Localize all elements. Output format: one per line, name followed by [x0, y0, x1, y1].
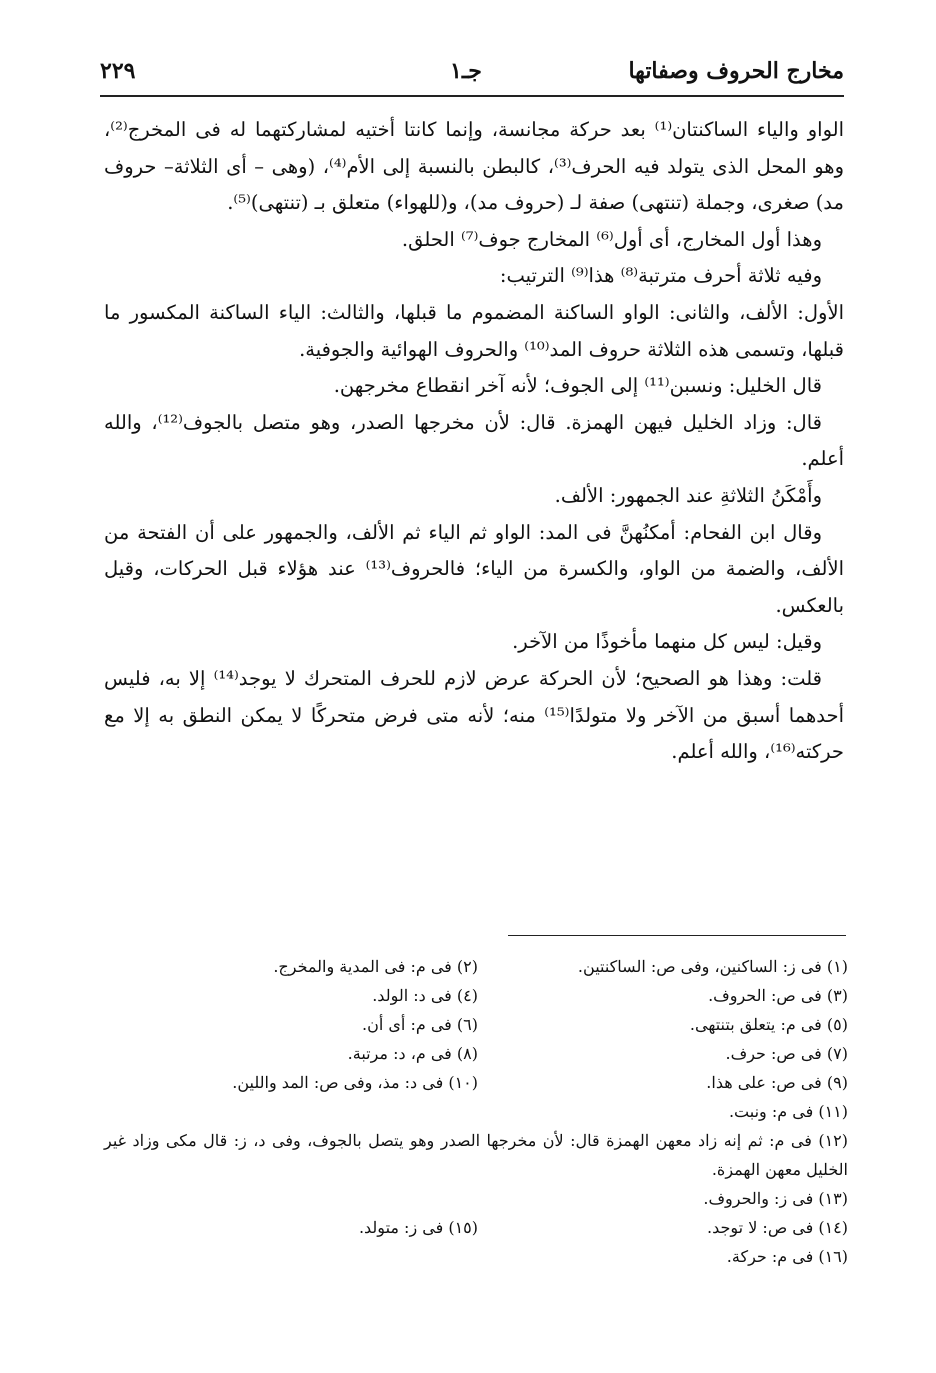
paragraph: قلت: وهذا هو الصحيح؛ لأن الحركة عرض لازم للحرف المتحرك لا يوجد⁽¹⁴⁾ إلا به، فليس أحدهما أسبق من الآخر ولا متولدًا⁽¹⁵⁾ منه؛ لأنه متى فرض متحركًا لا يمكن النطق به إلا مع حركته⁽¹⁶⁾، والله أعلم.	[104, 666, 844, 764]
footnote-row	[104, 1010, 848, 1039]
paragraph: وأَمْكَنُ الثلاثةِ عند الجمهور: الألف.	[554, 483, 822, 507]
footnote: (٤) فى د: الولد.	[372, 986, 478, 1005]
main-text	[104, 112, 844, 771]
header-rule	[100, 95, 844, 97]
footnote: (٧) فى ص: حرف.	[725, 1044, 848, 1063]
footnote: (١٦) فى م: حركة.	[726, 1247, 848, 1266]
paragraph: وفيه ثلاثة أحرف مترتبة⁽⁸⁾ هذا⁽⁹⁾ الترتيب:	[499, 264, 822, 288]
footnote: (١٥) فى ز: متولد.	[358, 1218, 478, 1237]
footnote-row	[104, 1184, 848, 1213]
paragraph: الأول: الألف، والثانى: الواو الساكنة المضموم ما قبلها، والثالث: الياء الساكنة المكسور ما قبلها، وتسمى هذه الثلاثة حروف المد⁽¹⁰⁾ والحروف الهوائية والجوفية.	[104, 300, 844, 361]
page-number: ٢٢٩	[100, 58, 136, 84]
footnote-rule	[508, 935, 846, 936]
footnote: (١١) فى م: ونبت.	[728, 1102, 848, 1121]
chapter-title: مخارج الحروف وصفاتها	[628, 58, 844, 84]
footnote-row	[104, 1213, 848, 1242]
footnote-row	[104, 1097, 848, 1126]
footnote: (١) فى ز: الساكنين، وفى ص: الساكنتين.	[577, 957, 848, 976]
paragraph: قال: وزاد الخليل فيهن الهمزة. قال: لأن مخرجها الصدر، وهو متصل بالجوف⁽¹²⁾، والله أعلم.	[104, 410, 844, 471]
footnote-row	[104, 1039, 848, 1068]
paragraph: وقال ابن الفحام: أمكنُهنَّ فى المد: الواو ثم الياء ثم الألف، والجمهور على أن الفتحة من الألف، والضمة من الواو، والكسرة من الياء؛ فالحروف⁽¹³⁾ عند هؤلاء قبل الحركات، وقيل بالعكس.	[104, 520, 844, 617]
footnote: (١٣) فى ز: والحروف.	[703, 1189, 848, 1208]
footnote: (٨) فى م، د: مرتبة.	[347, 1044, 478, 1063]
footnote: (١٢) فى م: ثم إنه زاد معهن الهمزة قال: لأن مخرجها الصدر وهو يتصل بالجوف، وفى د، ز: قال مكى وزاد غير الخليل معهن الهمزة.	[104, 1131, 849, 1179]
footnote: (٥) فى م: يتعلق بتنتهى.	[689, 1015, 848, 1034]
footnotes	[104, 952, 848, 1271]
volume-label: جـ١	[450, 58, 482, 84]
footnote: (١٠) فى د: مذ، وفى ص: المد واللين.	[232, 1073, 478, 1092]
footnote: (٢) فى م: فى المدية والمخرج.	[273, 957, 478, 976]
paragraph: الواو والياء الساكنتان⁽¹⁾ بعد حركة مجانسة، وإنما كانتا أختيه لمشاركتهما له فى المخرج⁽²⁾، وهو المحل الذى يتولد فيه الحرف⁽³⁾، كالبطن بالنسبة إلى الأم⁽⁴⁾، (وهى – أى الثلاثة– حروف مد) صغرى، وجملة (تنتهى) صفة لـ (حروف مد)، و(للهواء) متعلق بـ (تنتهى)⁽⁵⁾.	[104, 118, 845, 215]
footnote: (٦) فى م: أى أن.	[362, 1015, 478, 1034]
footnote-row	[104, 1068, 848, 1097]
footnote: (٣) فى ص: الحروف.	[708, 986, 848, 1005]
footnote-row	[104, 1242, 848, 1271]
running-header	[100, 58, 844, 94]
footnote: (١٤) فى ص: لا توجد.	[707, 1218, 848, 1237]
footnote-row	[104, 981, 848, 1010]
footnote: (٩) فى ص: على هذا.	[706, 1073, 848, 1092]
paragraph: قال الخليل: ونسبن⁽¹¹⁾ إلى الجوف؛ لأنه آخر انقطاع مخرجهن.	[333, 374, 822, 398]
footnote-row	[104, 952, 848, 981]
paragraph: وهذا أول المخارج، أى أول⁽⁶⁾ المخارج جوف⁽⁷⁾ الحلق.	[401, 227, 822, 251]
paragraph: وقيل: ليس كل منهما مأخوذًا من الآخر.	[512, 630, 822, 654]
